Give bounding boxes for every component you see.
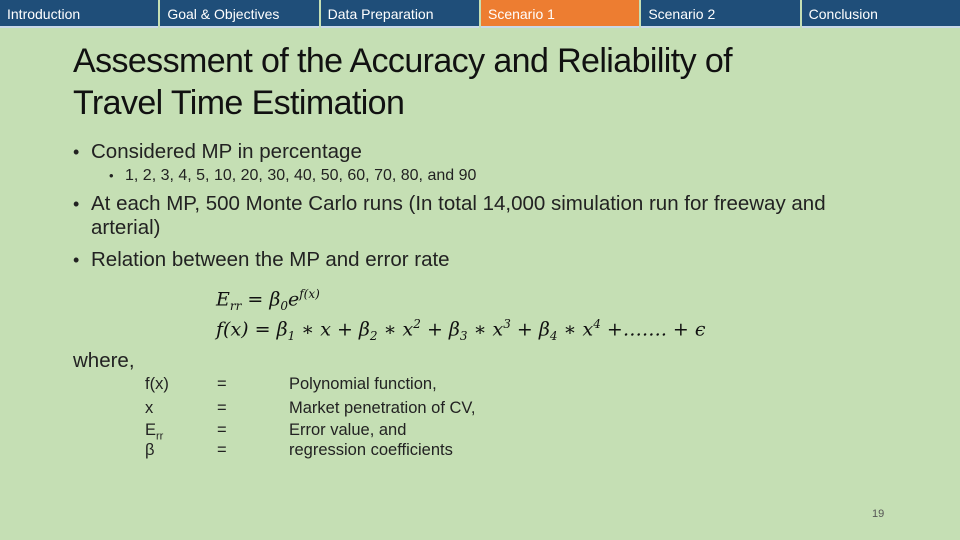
definition-row (145, 440, 645, 460)
definition-equals: = (217, 441, 227, 459)
definition-symbol: f(x) (145, 375, 169, 393)
definition-equals: = (217, 375, 227, 393)
slide-body (73, 140, 893, 272)
equation-polynomial: $f(x) = \beta_1$ ∗ $x + \beta_2$ ∗ $x^2 + \beta_3$ ∗ $x^3 + \beta_4$ ∗ $x^4$ +……. + ϵ (216, 317, 706, 344)
tab-scenario-2[interactable]: Scenario 2 (641, 0, 799, 28)
definition-symbol: $E_{rr}$ (145, 421, 164, 443)
slide-title-line-1: Assessment of the Accuracy and Reliability of (73, 42, 732, 80)
slide-number: 19 (872, 508, 885, 520)
slide-title (73, 40, 873, 124)
definition-symbol: x (145, 399, 154, 417)
definition-text: Polynomial function, (289, 375, 437, 393)
definition-row (145, 396, 645, 420)
bullet-considered-mp: • Considered MP in percentage (73, 140, 893, 164)
definition-row (145, 420, 645, 443)
definition-text: regression coefficients (289, 441, 453, 459)
where-label: where, (73, 349, 135, 372)
definition-symbol: β (145, 441, 155, 459)
tab-goal-objectives[interactable]: Goal & Objectives (160, 0, 318, 28)
definition-equals: = (217, 421, 227, 439)
equation-error: $E_{rr} = \beta_0e^{f(x)}$ (216, 287, 320, 314)
tab-data-preparation[interactable]: Data Preparation (321, 0, 479, 28)
definition-text: Error value, and (289, 421, 407, 439)
tab-conclusion[interactable]: Conclusion (802, 0, 960, 28)
tab-introduction[interactable]: Introduction (0, 0, 158, 28)
definition-row (145, 372, 645, 396)
bullet-monte-carlo: • At each MP, 500 Monte Carlo runs (In total 14,000 simulation run for freeway and arterial) (73, 192, 893, 240)
sub-bullet-mp-values: • 1, 2, 3, 4, 5, 10, 20, 30, 40, 50, 60, 70, 80, and 90 (73, 166, 893, 186)
tab-scenario-1[interactable]: Scenario 1 (481, 0, 639, 28)
bullet-mp-error-relation: • Relation between the MP and error rate (73, 248, 893, 272)
definitions-list (145, 372, 645, 460)
definition-text: Market penetration of CV, (289, 399, 476, 417)
slide-title-line-2: Travel Time Estimation (73, 84, 405, 122)
definition-equals: = (217, 399, 227, 417)
section-nav (0, 0, 960, 28)
